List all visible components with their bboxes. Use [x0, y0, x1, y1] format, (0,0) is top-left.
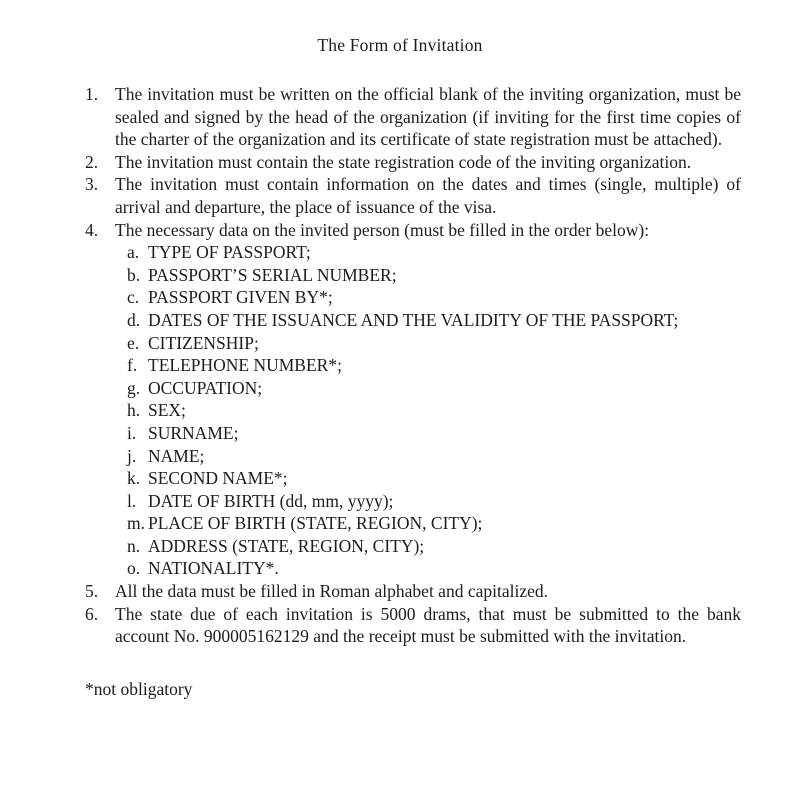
- subitem-letter: k.: [127, 468, 141, 489]
- subitem-text: DATE OF BIRTH (dd, mm, yyyy);: [148, 490, 394, 511]
- subitem-letter: e.: [127, 332, 140, 353]
- item-text: The invitation must be written on the official blank of the inviting organization, must be sealed and signed by the head of the organization (if inviting for the first time copies of the charter of the organization and its certificate of state registration must be attached).: [115, 84, 741, 150]
- sublist-item-j: [127, 445, 741, 468]
- subitem-text: ADDRESS (STATE, REGION, CITY);: [148, 535, 425, 556]
- sublist-item-h: [127, 399, 741, 422]
- sublist-item-f: [127, 354, 741, 377]
- subitem-letter: d.: [127, 309, 141, 330]
- item-number: 3.: [85, 174, 99, 195]
- subitem-text: PASSPORT’S SERIAL NUMBER;: [148, 264, 397, 285]
- subitem-text: PASSPORT GIVEN BY*;: [148, 287, 333, 308]
- subitem-letter: j.: [127, 445, 137, 466]
- subitem-letter: g.: [127, 377, 141, 398]
- sublist-item-l: [127, 490, 741, 513]
- subitem-letter: c.: [127, 287, 140, 308]
- lettered-sublist: [127, 241, 741, 580]
- item-number: 2.: [85, 151, 99, 172]
- subitem-text: SEX;: [148, 400, 186, 421]
- list-item-5: [85, 580, 741, 603]
- item-text: The invitation must contain the state registration code of the inviting organization.: [115, 151, 692, 172]
- list-item-2: [85, 151, 741, 174]
- subitem-text: SURNAME;: [148, 422, 239, 443]
- sublist-item-g: [127, 377, 741, 400]
- sublist-item-n: [127, 535, 741, 558]
- sublist-item-b: [127, 264, 741, 287]
- subitem-letter: h.: [127, 400, 141, 421]
- subitem-text: DATES OF THE ISSUANCE AND THE VALIDITY OF THE PASSPORT;: [148, 309, 679, 330]
- list-item-3: [85, 173, 741, 218]
- subitem-text: SECOND NAME*;: [148, 468, 288, 489]
- sublist-item-d: [127, 309, 741, 332]
- numbered-list: [85, 83, 741, 648]
- subitem-text: CITIZENSHIP;: [148, 332, 259, 353]
- sublist-item-k: [127, 467, 741, 490]
- sublist-item-e: [127, 332, 741, 355]
- list-item-1: [85, 83, 741, 151]
- list-item-4: [85, 219, 741, 242]
- footnote: *not obligatory: [85, 678, 193, 699]
- subitem-letter: m.: [127, 513, 145, 534]
- item-text: The state due of each invitation is 5000 drams, that must be submitted to the bank account No. 900005162129 and the receipt must be submitted with the invitation.: [115, 603, 741, 647]
- subitem-text: NATIONALITY*.: [148, 558, 279, 579]
- subitem-letter: b.: [127, 264, 141, 285]
- item-text: The invitation must contain information on the dates and times (single, multiple) of arrival and departure, the place of issuance of the visa.: [115, 174, 741, 217]
- subitem-text: TYPE OF PASSPORT;: [148, 242, 311, 263]
- item-number: 1.: [85, 84, 99, 104]
- subitem-letter: o.: [127, 558, 141, 579]
- sublist-item-m: [127, 512, 741, 535]
- subitem-text: OCCUPATION;: [148, 377, 263, 398]
- subitem-text: NAME;: [148, 445, 205, 466]
- subitem-text: PLACE OF BIRTH (STATE, REGION, CITY);: [148, 513, 483, 534]
- list-item-6: [85, 603, 741, 648]
- document-title: The Form of Invitation: [317, 35, 483, 55]
- subitem-letter: a.: [127, 242, 140, 263]
- item-number: 5.: [85, 581, 99, 602]
- subitem-text: TELEPHONE NUMBER*;: [148, 355, 342, 376]
- subitem-letter: f.: [127, 355, 138, 376]
- sublist-item-i: [127, 422, 741, 445]
- sublist-item-a: [127, 241, 741, 264]
- subitem-letter: i.: [127, 422, 137, 443]
- item-text: The necessary data on the invited person (must be filled in the order below):: [115, 219, 650, 240]
- subitem-letter: l.: [127, 490, 137, 511]
- sublist-item-o: [127, 557, 741, 580]
- item-text: All the data must be filled in Roman alphabet and capitalized.: [115, 581, 548, 602]
- item-number: 4.: [85, 219, 99, 240]
- subitem-letter: n.: [127, 535, 141, 556]
- item-number: 6.: [85, 603, 99, 624]
- sublist-item-c: [127, 286, 741, 309]
